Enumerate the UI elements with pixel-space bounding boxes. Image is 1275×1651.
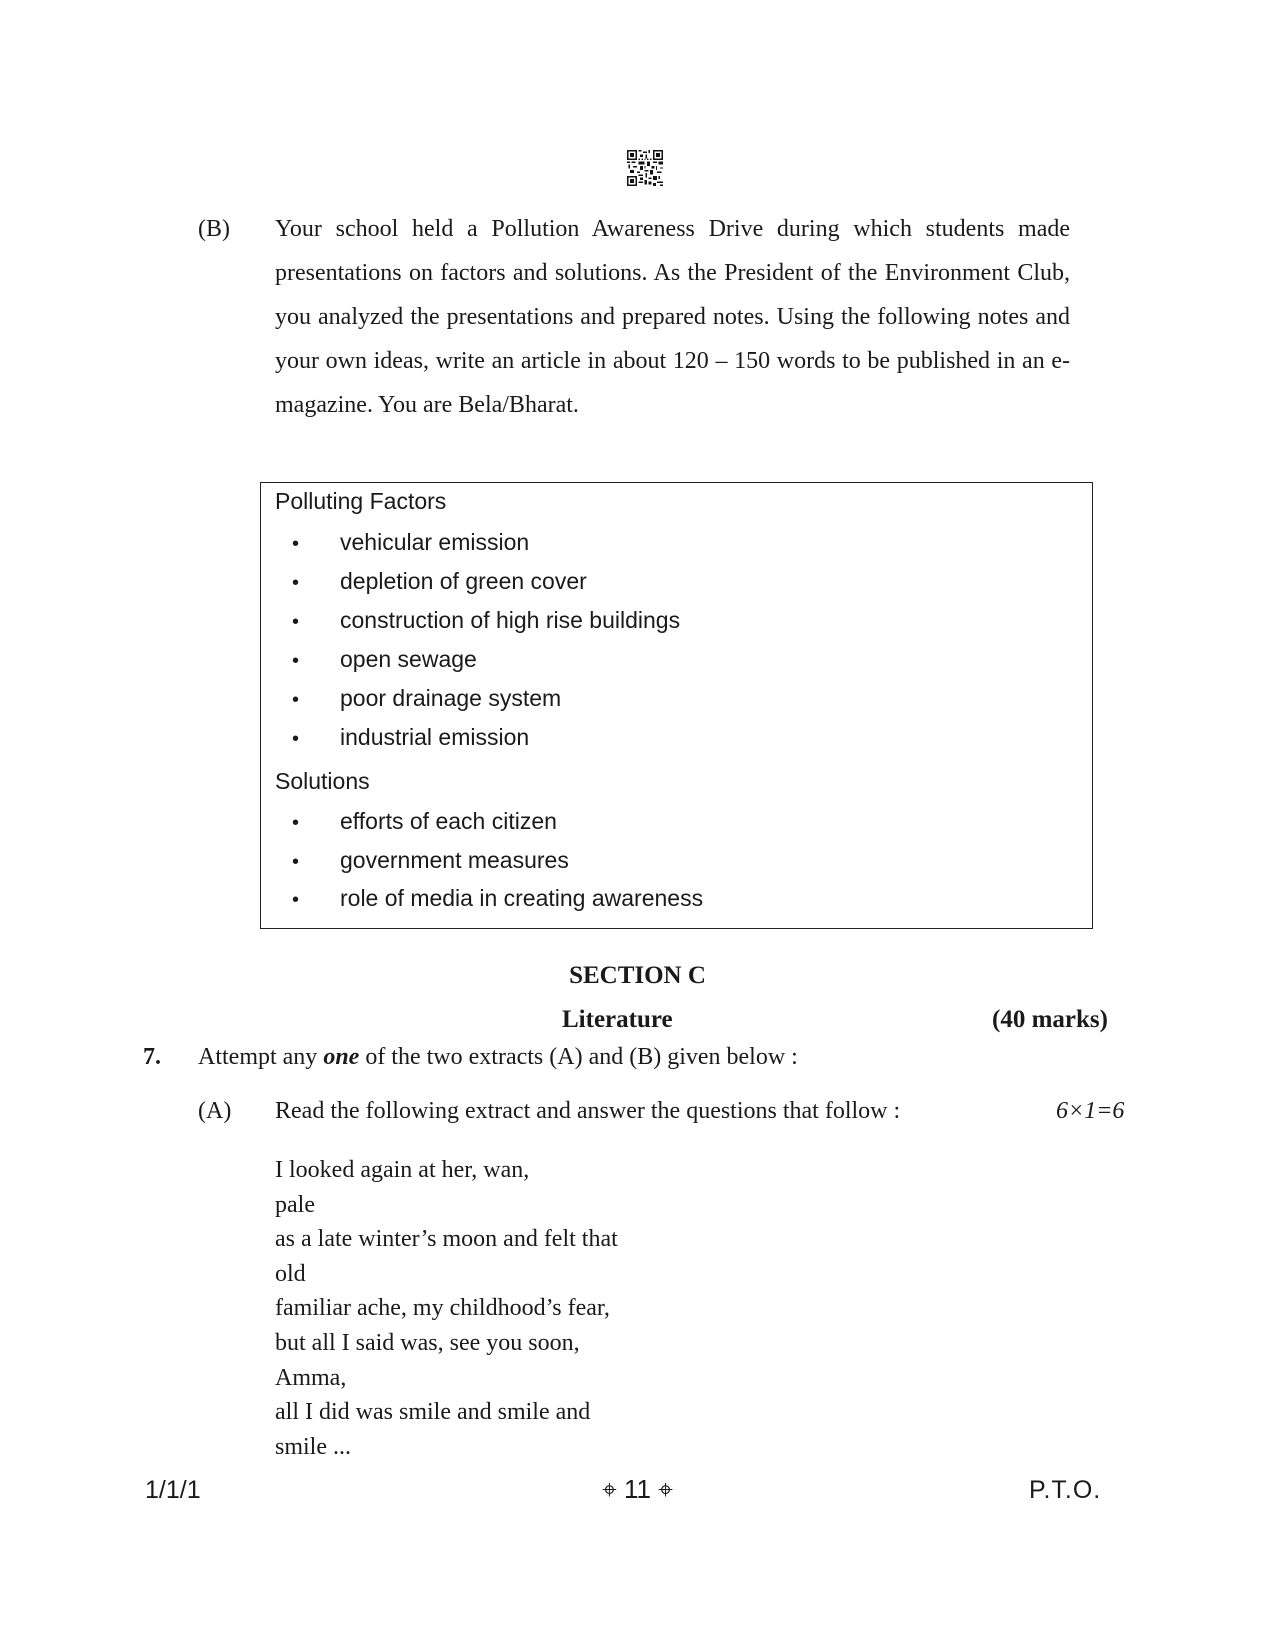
list-item-text: efforts of each citizen (340, 808, 557, 834)
section-marks: (40 marks) (992, 1006, 1108, 1033)
ornament-icon: ⌖ (658, 1474, 673, 1504)
poem-line: but all I said was, see you soon, (275, 1329, 580, 1356)
poem-line: old (275, 1260, 306, 1287)
bullet-icon: • (292, 851, 300, 873)
list-item-text: poor drainage system (340, 685, 562, 711)
list-item (292, 568, 587, 595)
paper-code: 1/1/1 (145, 1476, 201, 1504)
list-item-text: industrial emission (340, 724, 530, 750)
list-item (292, 646, 477, 673)
solutions-heading: Solutions (275, 768, 370, 794)
part-a-marks: 6×1=6 (1056, 1098, 1125, 1124)
poem-extract (275, 1153, 618, 1464)
list-item (292, 847, 569, 874)
list-item (292, 607, 680, 634)
ornament-icon: ⌖ (602, 1474, 617, 1504)
question-text (198, 1044, 798, 1071)
part-a-label: (A) (198, 1098, 232, 1124)
bullet-icon: • (292, 889, 300, 911)
bullet-icon: • (292, 572, 300, 594)
poem-line: familiar ache, my childhood’s fear, (275, 1295, 610, 1322)
polluting-factors-heading: Polluting Factors (275, 488, 447, 514)
part-a-instruction: Read the following extract and answer the questions that follow : (275, 1098, 901, 1124)
bullet-icon: • (292, 533, 300, 555)
section-subtitle: Literature (562, 1006, 673, 1033)
list-item-text: role of media in creating awareness (340, 885, 704, 911)
bullet-icon: • (292, 650, 300, 672)
question-text-part: Attempt any (198, 1044, 324, 1070)
list-item-text: depletion of green cover (340, 568, 587, 594)
question-text-part: of the two extracts (A) and (B) given below : (359, 1044, 798, 1070)
notes-box (260, 482, 1093, 929)
list-item (292, 885, 703, 912)
list-item-text: government measures (340, 847, 569, 873)
page-number-text: 11 (624, 1474, 651, 1504)
poem-line: pale (275, 1191, 315, 1218)
poem-line: I looked again at her, wan, (275, 1157, 530, 1183)
list-item (292, 529, 529, 556)
question-b-label: (B) (198, 216, 230, 242)
question-text-emphasis: one (323, 1044, 360, 1070)
pto-label: P.T.O. (1029, 1476, 1102, 1504)
question-number: 7. (143, 1044, 161, 1070)
list-item (292, 808, 557, 835)
list-item-text: vehicular emission (340, 529, 530, 555)
qr-code-icon (627, 150, 663, 186)
list-item (292, 685, 561, 712)
poem-line: all I did was smile and smile and (275, 1399, 591, 1426)
poem-line: smile ... (275, 1433, 351, 1460)
bullet-icon: • (292, 812, 300, 834)
list-item-text: open sewage (340, 646, 477, 672)
poem-line: as a late winter’s moon and felt that (275, 1226, 618, 1253)
question-b-text: Your school held a Pollution Awareness Drive during which students made presentations on factors and solutions. As the President of the Environment Club, you analyzed the presentations and prepared notes. Using the following notes and your own ideas, write an article in about 120 – 150 words to be published in an e-magazine. You are Bela/Bharat. (275, 216, 1070, 418)
bullet-icon: • (292, 611, 300, 633)
bullet-icon: • (292, 689, 300, 711)
list-item-text: construction of high rise buildings (340, 607, 681, 633)
poem-line: Amma, (275, 1364, 347, 1391)
section-title: SECTION C (569, 962, 706, 989)
bullet-icon: • (292, 728, 300, 750)
list-item (292, 724, 529, 751)
